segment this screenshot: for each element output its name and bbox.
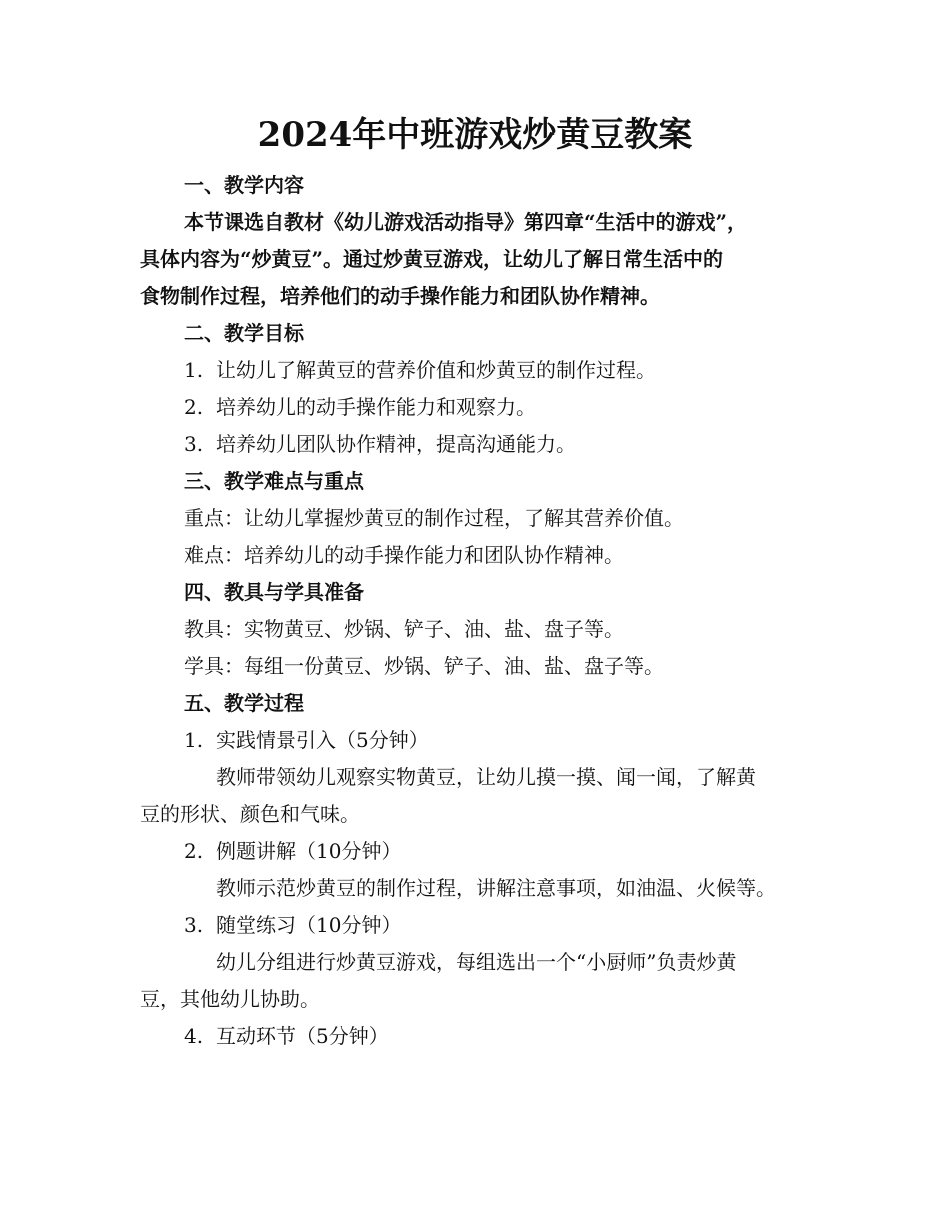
section-heading-process: 五、教学过程 [184, 691, 304, 715]
student-materials-text: 学具：每组一份黄豆、炒锅、铲子、油、盐、盘子等。 [184, 654, 664, 678]
objective-text: 培养幼儿的动手操作能力和观察力。 [216, 395, 536, 419]
step-label: 随堂练习（10分钟） [216, 913, 402, 937]
process-step-title [184, 726, 429, 754]
step-label: 互动环节（5分钟） [216, 1024, 389, 1048]
objective-number: 1. [184, 358, 204, 382]
step-label: 例题讲解（10分钟） [216, 839, 402, 863]
content-paragraph-line-3: 食物制作过程，培养他们的动手操作能力和团队协作精神。 [140, 284, 660, 308]
step-description-line: 豆，其他幼儿协助。 [140, 987, 320, 1011]
content-paragraph-line-1: 本节课选自教材《幼儿游戏活动指导》第四章“生活中的游戏”， [184, 210, 748, 234]
section-heading-objectives: 二、教学目标 [184, 321, 304, 345]
objective-item [184, 430, 576, 458]
step-number: 4. [184, 1024, 204, 1048]
difficulty-text: 难点：培养幼儿的动手操作能力和团队协作精神。 [184, 543, 624, 567]
process-step-title [184, 911, 401, 939]
teacher-materials-text: 教具：实物黄豆、炒锅、铲子、油、盐、盘子等。 [184, 617, 624, 641]
step-number: 2. [184, 839, 204, 863]
step-description-line: 教师带领幼儿观察实物黄豆，让幼儿摸一摸、闻一闻，了解黄 [216, 765, 756, 789]
content-paragraph-line-2: 具体内容为“炒黄豆”。通过炒黄豆游戏，让幼儿了解日常生活中的 [140, 247, 724, 271]
objective-number: 2. [184, 395, 204, 419]
section-heading-key-difficulty: 三、教学难点与重点 [184, 469, 364, 493]
document-title: 2024年中班游戏炒黄豆教案 [257, 115, 693, 155]
objective-text: 让幼儿了解黄豆的营养价值和炒黄豆的制作过程。 [216, 358, 656, 382]
section-heading-content: 一、教学内容 [184, 173, 304, 197]
step-number: 1. [184, 728, 204, 752]
step-description-line: 幼儿分组进行炒黄豆游戏，每组选出一个“小厨师”负责炒黄 [216, 950, 737, 974]
step-number: 3. [184, 913, 204, 937]
objective-item [184, 393, 536, 421]
step-label: 实践情景引入（5分钟） [216, 728, 429, 752]
step-description-line: 豆的形状、颜色和气味。 [140, 802, 360, 826]
process-step-title [184, 1022, 389, 1050]
objective-text: 培养幼儿团队协作精神，提高沟通能力。 [216, 432, 576, 456]
section-heading-materials: 四、教具与学具准备 [184, 580, 364, 604]
key-point-text: 重点：让幼儿掌握炒黄豆的制作过程，了解其营养价值。 [184, 506, 684, 530]
objective-item [184, 356, 656, 384]
objective-number: 3. [184, 432, 204, 456]
step-description-line: 教师示范炒黄豆的制作过程，讲解注意事项，如油温、火候等。 [216, 876, 776, 900]
process-step-title [184, 837, 401, 865]
